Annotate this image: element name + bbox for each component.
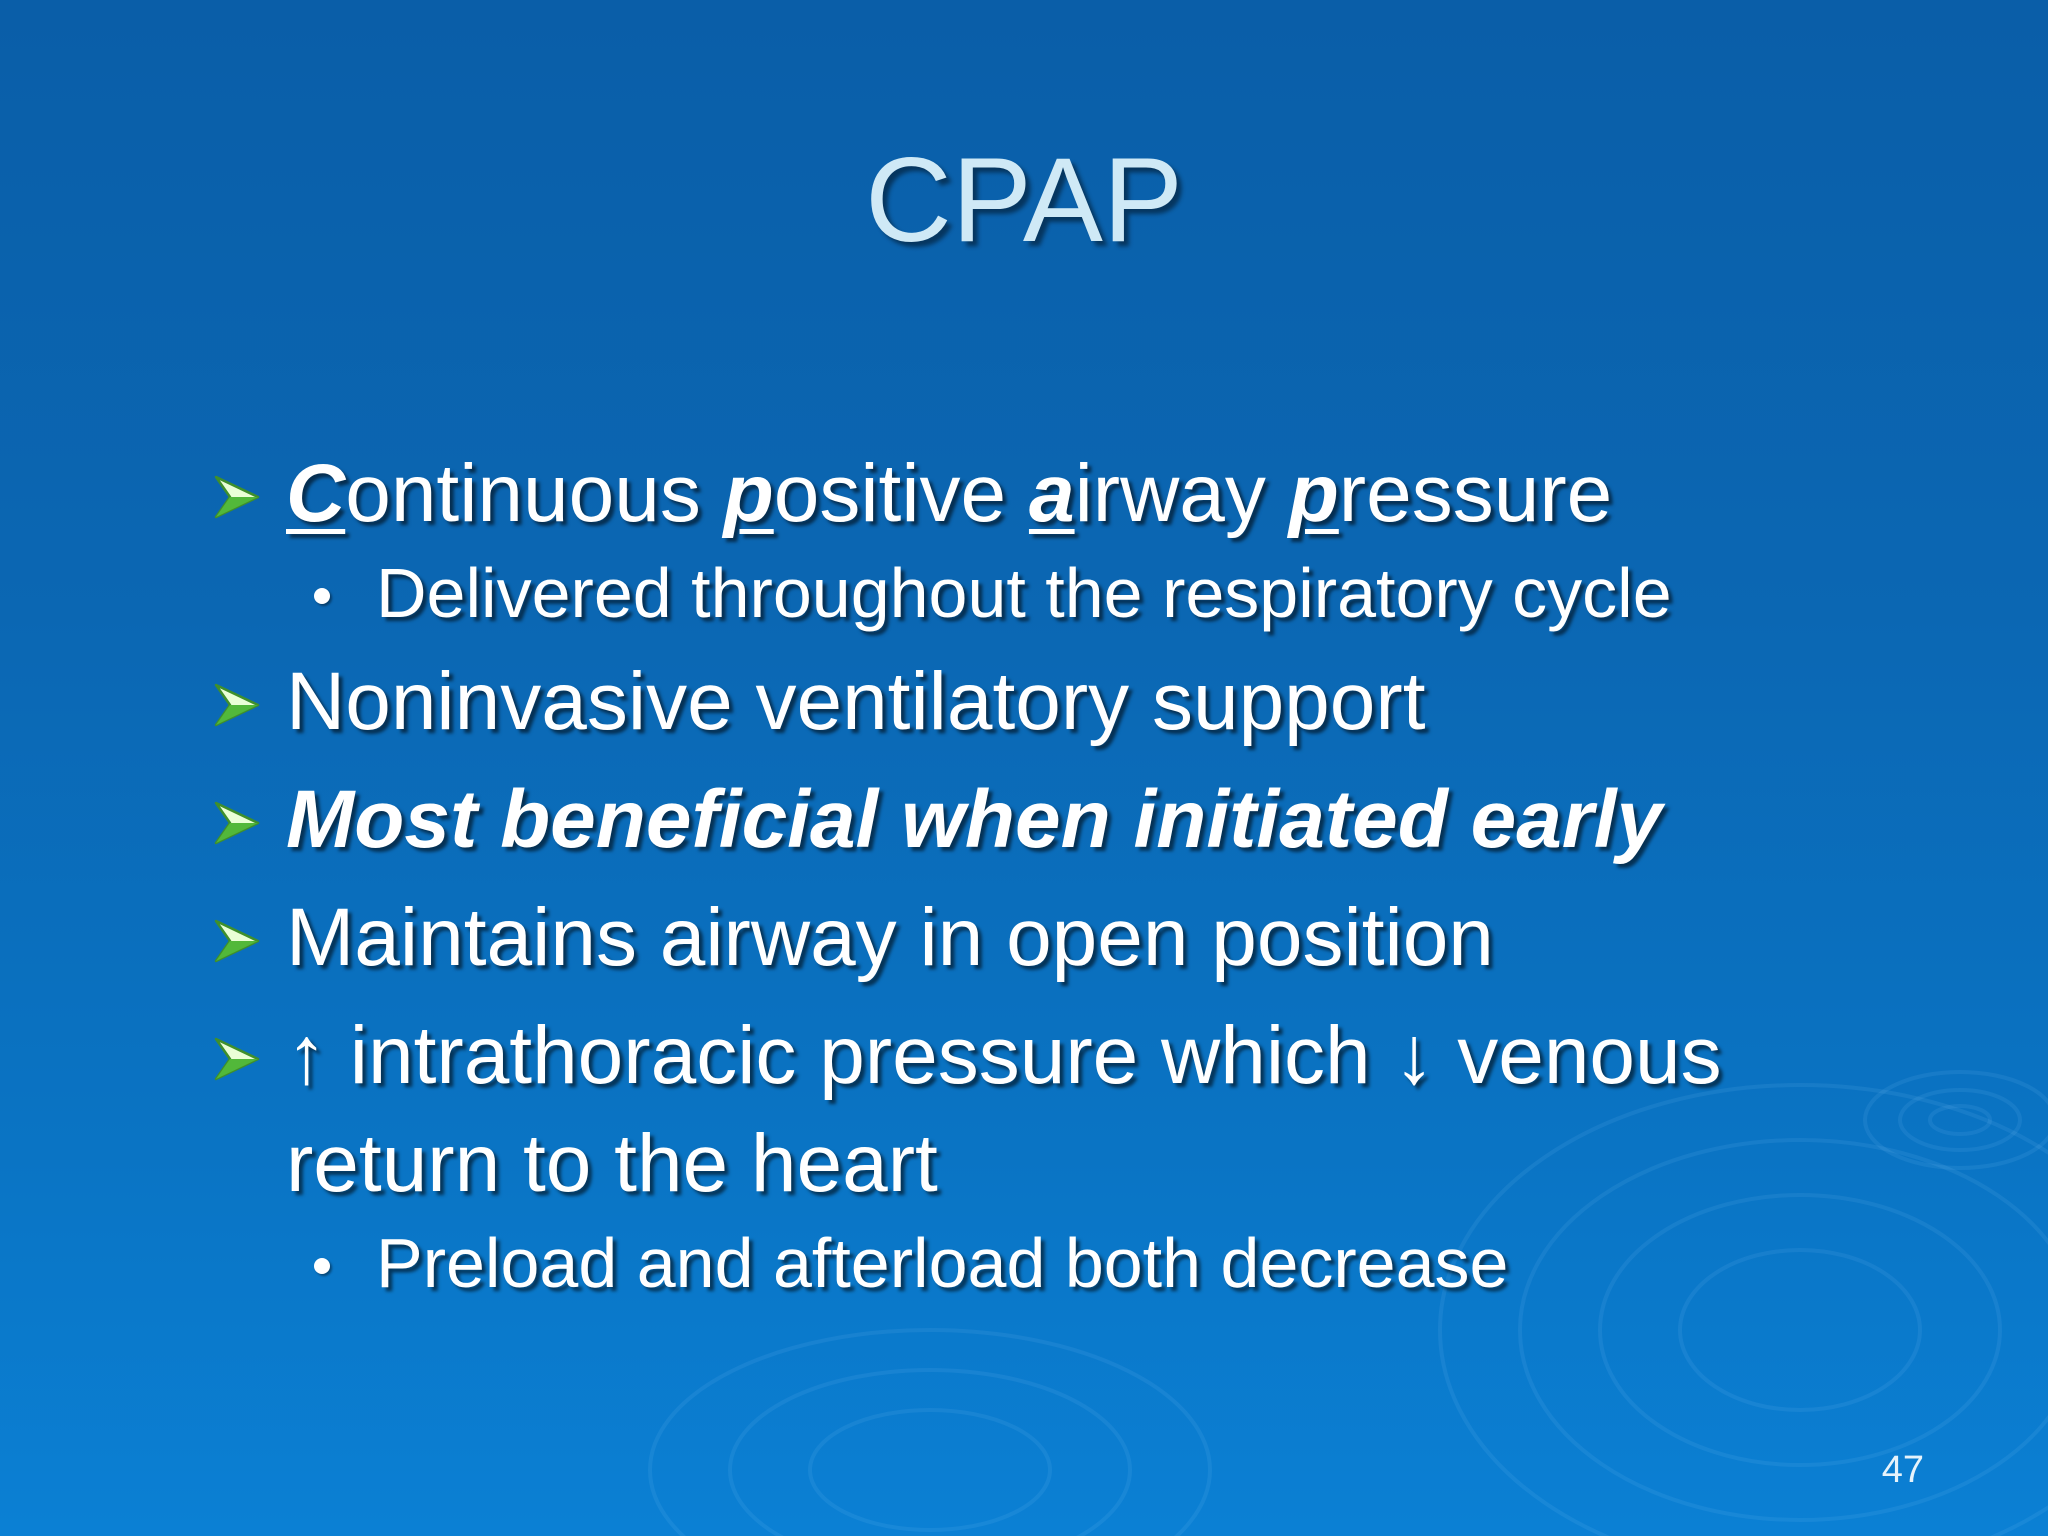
arrowhead-bullet-icon <box>214 682 260 728</box>
bullet-text: ositive <box>773 448 1029 539</box>
arrowhead-bullet-icon <box>214 1036 260 1082</box>
bullet-text: ↑ intrathoracic pressure which ↓ venous <box>286 1010 1722 1101</box>
acronym-letter: C <box>286 448 346 539</box>
bullet-text: ontinuous <box>345 448 724 539</box>
bullet-item <box>210 884 2010 992</box>
bullet-item <box>210 648 2010 756</box>
bullet-item <box>210 1002 2010 1218</box>
sub-bullet-text: Preload and afterload both decrease <box>376 1224 1509 1302</box>
bullet-text: Most beneficial when initiated early <box>286 774 1663 865</box>
bullet-item <box>210 440 2010 548</box>
bullet-text: Maintains airway in open position <box>286 892 1494 983</box>
sub-bullet-item <box>210 1218 2010 1308</box>
page-number: 47 <box>1881 1449 1924 1491</box>
arrowhead-bullet-icon <box>214 800 260 846</box>
arrowhead-bullet-icon <box>214 474 260 520</box>
acronym-letter: a <box>1028 448 1075 539</box>
acronym-letter: p <box>723 448 774 539</box>
dot-bullet-icon <box>314 588 330 604</box>
bullet-text: irway <box>1074 448 1289 539</box>
arrowhead-bullet-icon <box>214 918 260 964</box>
bullet-list <box>210 440 2010 1308</box>
sub-bullet-text: Delivered throughout the respiratory cycle <box>376 554 1672 632</box>
bullet-text: ressure <box>1338 448 1613 539</box>
sub-bullet-item <box>210 548 2010 638</box>
bullet-item <box>210 766 2010 874</box>
bullet-text-continued: return to the heart <box>286 1118 938 1209</box>
dot-bullet-icon <box>314 1258 330 1274</box>
bullet-text: Noninvasive ventilatory support <box>286 656 1426 747</box>
acronym-letter: p <box>1288 448 1339 539</box>
slide-title: CPAP <box>865 133 1183 267</box>
